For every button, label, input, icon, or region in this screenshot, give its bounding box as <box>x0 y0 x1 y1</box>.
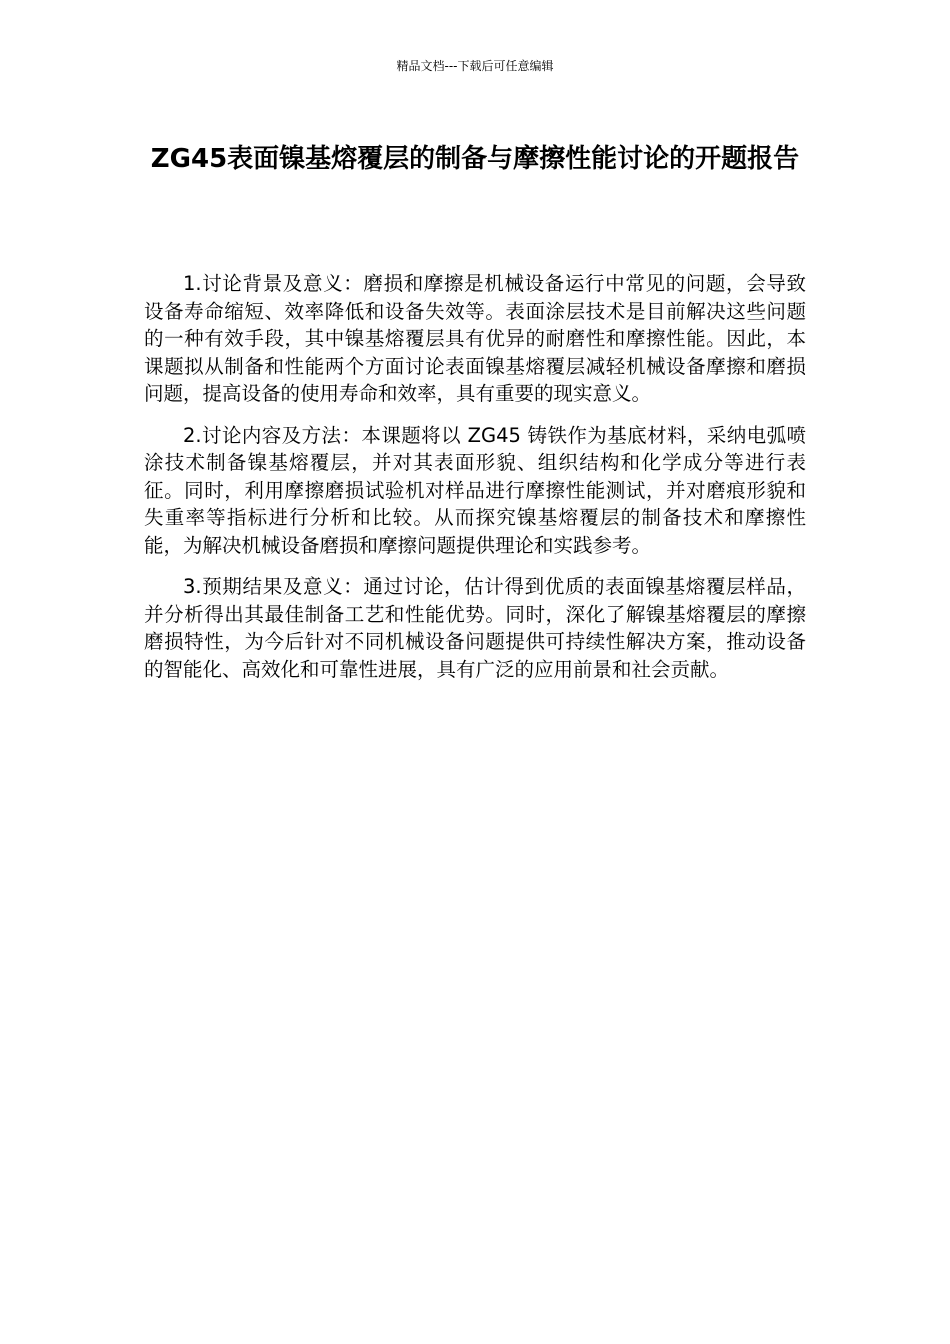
paragraph-background: 1.讨论背景及意义：磨损和摩擦是机械设备运行中常见的问题，会导致设备寿命缩短、效率降低和设备失效等。表面涂层技术是目前解决这些问题的一种有效手段，其中镍基熔覆层具有优异的耐磨性和摩擦性能。因此，本课题拟从制备和性能两个方面讨论表面镍基熔覆层减轻机械设备摩擦和磨损问题，提高设备的使用寿命和效率，具有重要的现实意义。 <box>144 272 806 405</box>
document-body <box>144 270 806 697</box>
paragraph-content-method: 2.讨论内容及方法：本课题将以 ZG45 铸铁作为基底材料，采纳电弧喷涂技术制备镍基熔覆层，并对其表面形貌、组织结构和化学成分等进行表征。同时，利用摩擦磨损试验机对样品进行摩擦性能测试，并对磨痕形貌和失重率等指标进行分析和比较。从而探究镍基熔覆层的制备技术和摩擦性能，为解决机械设备磨损和摩擦问题提供理论和实践参考。 <box>144 423 806 557</box>
document-title: ZG45表面镍基熔覆层的制备与摩擦性能讨论的开题报告 <box>150 144 800 174</box>
paragraph-expected-results: 3.预期结果及意义：通过讨论，估计得到优质的表面镍基熔覆层样品，并分析得出其最佳制备工艺和性能优势。同时，深化了解镍基熔覆层的摩擦磨损特性，为今后针对不同机械设备问题提供可持续性解决方案，推动设备的智能化、高效化和可靠性进展，具有广泛的应用前景和社会贡献。 <box>144 575 806 681</box>
header-note: 精品文档---下载后可任意编辑 <box>396 59 554 73</box>
